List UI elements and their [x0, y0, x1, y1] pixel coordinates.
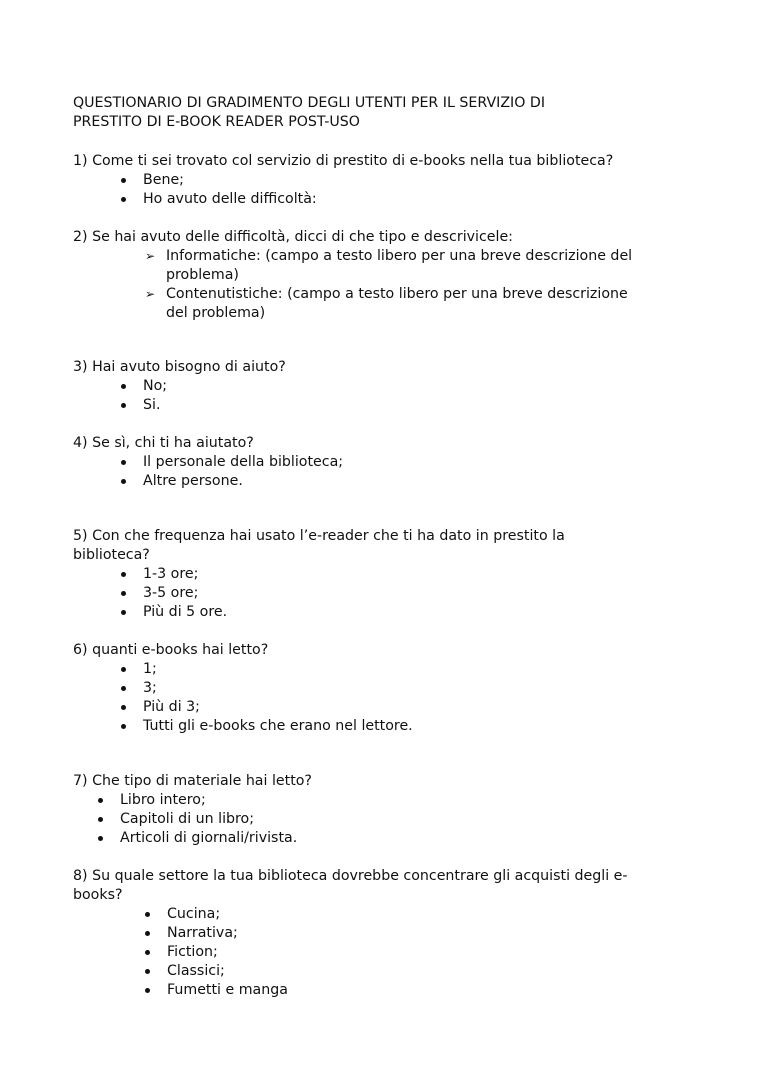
bullet-icon	[98, 798, 103, 803]
question-8-line1: 8) Su quale settore la tua biblioteca dovrebbe concentrare gli acquisti degli e-	[73, 868, 628, 884]
question-1: 1) Come ti sei trovato col servizio di prestito di e-books nella tua biblioteca?	[73, 153, 614, 169]
question-2: 2) Se hai avuto delle difficoltà, dicci di che tipo e descrivicele:	[73, 229, 513, 245]
bullet-icon	[145, 912, 150, 917]
bullet-icon	[145, 931, 150, 936]
bullet-icon	[145, 969, 150, 974]
option-q5-1: 1-3 ore;	[121, 565, 198, 584]
document-title-line1: QUESTIONARIO DI GRADIMENTO DEGLI UTENTI PER IL SERVIZIO DI	[73, 95, 546, 111]
option-q7-3: Articoli di giornali/rivista.	[98, 829, 297, 848]
bullet-icon	[121, 705, 126, 710]
bullet-icon	[121, 667, 126, 672]
question-7: 7) Che tipo di materiale hai letto?	[73, 773, 312, 789]
option-q2-1: ➢ Informatiche: (campo a testo libero per una breve descrizione del	[145, 248, 633, 264]
question-6: 6) quanti e-books hai letto?	[73, 642, 269, 658]
option-q6-4: Tutti gli e-books che erano nel lettore.	[121, 717, 413, 736]
option-q2-2-cont: del problema)	[166, 305, 266, 321]
arrow-bullet-icon: ➢	[145, 287, 156, 301]
bullet-icon	[121, 591, 126, 596]
option-q7-2: Capitoli di un libro;	[98, 810, 254, 829]
question-3: 3) Hai avuto bisogno di aiuto?	[73, 359, 286, 375]
bullet-icon	[145, 988, 150, 993]
bullet-icon	[98, 836, 103, 841]
arrow-bullet-icon: ➢	[145, 249, 156, 263]
question-4: 4) Se sì, chi ti ha aiutato?	[73, 435, 254, 451]
option-q6-2: 3;	[121, 679, 157, 698]
option-q2-1-cont: problema)	[166, 267, 239, 283]
option-q1-2: Ho avuto delle difficoltà:	[121, 190, 317, 209]
option-q4-2: Altre persone.	[121, 472, 243, 491]
bullet-icon	[98, 817, 103, 822]
option-q1-1: Bene;	[121, 171, 184, 190]
bullet-icon	[121, 403, 126, 408]
bullet-icon	[121, 724, 126, 729]
option-q3-1: No;	[121, 377, 167, 396]
option-q8-1: Cucina;	[145, 905, 220, 924]
bullet-icon	[121, 479, 126, 484]
bullet-icon	[121, 384, 126, 389]
bullet-icon	[121, 572, 126, 577]
question-8-line2: books?	[73, 887, 123, 903]
question-5-line1: 5) Con che frequenza hai usato l’e-reader che ti ha dato in prestito la	[73, 528, 565, 544]
option-q4-1: Il personale della biblioteca;	[121, 453, 343, 472]
bullet-icon	[121, 178, 126, 183]
bullet-icon	[121, 686, 126, 691]
question-5-line2: biblioteca?	[73, 547, 150, 563]
option-q2-2: ➢ Contenutistiche: (campo a testo libero per una breve descrizione	[145, 286, 628, 302]
option-q8-3: Fiction;	[145, 943, 218, 962]
option-q3-2: Si.	[121, 396, 160, 415]
bullet-icon	[121, 197, 126, 202]
bullet-icon	[145, 950, 150, 955]
option-q5-2: 3-5 ore;	[121, 584, 198, 603]
option-q7-1: Libro intero;	[98, 791, 206, 810]
option-q6-3: Più di 3;	[121, 698, 200, 717]
bullet-icon	[121, 460, 126, 465]
option-q8-5: Fumetti e manga	[145, 981, 288, 1000]
option-q6-1: 1;	[121, 660, 157, 679]
bullet-icon	[121, 610, 126, 615]
option-q5-3: Più di 5 ore.	[121, 603, 227, 622]
option-q8-4: Classici;	[145, 962, 225, 981]
document-title-line2: PRESTITO DI E-BOOK READER POST-USO	[73, 114, 360, 130]
option-q8-2: Narrativa;	[145, 924, 238, 943]
